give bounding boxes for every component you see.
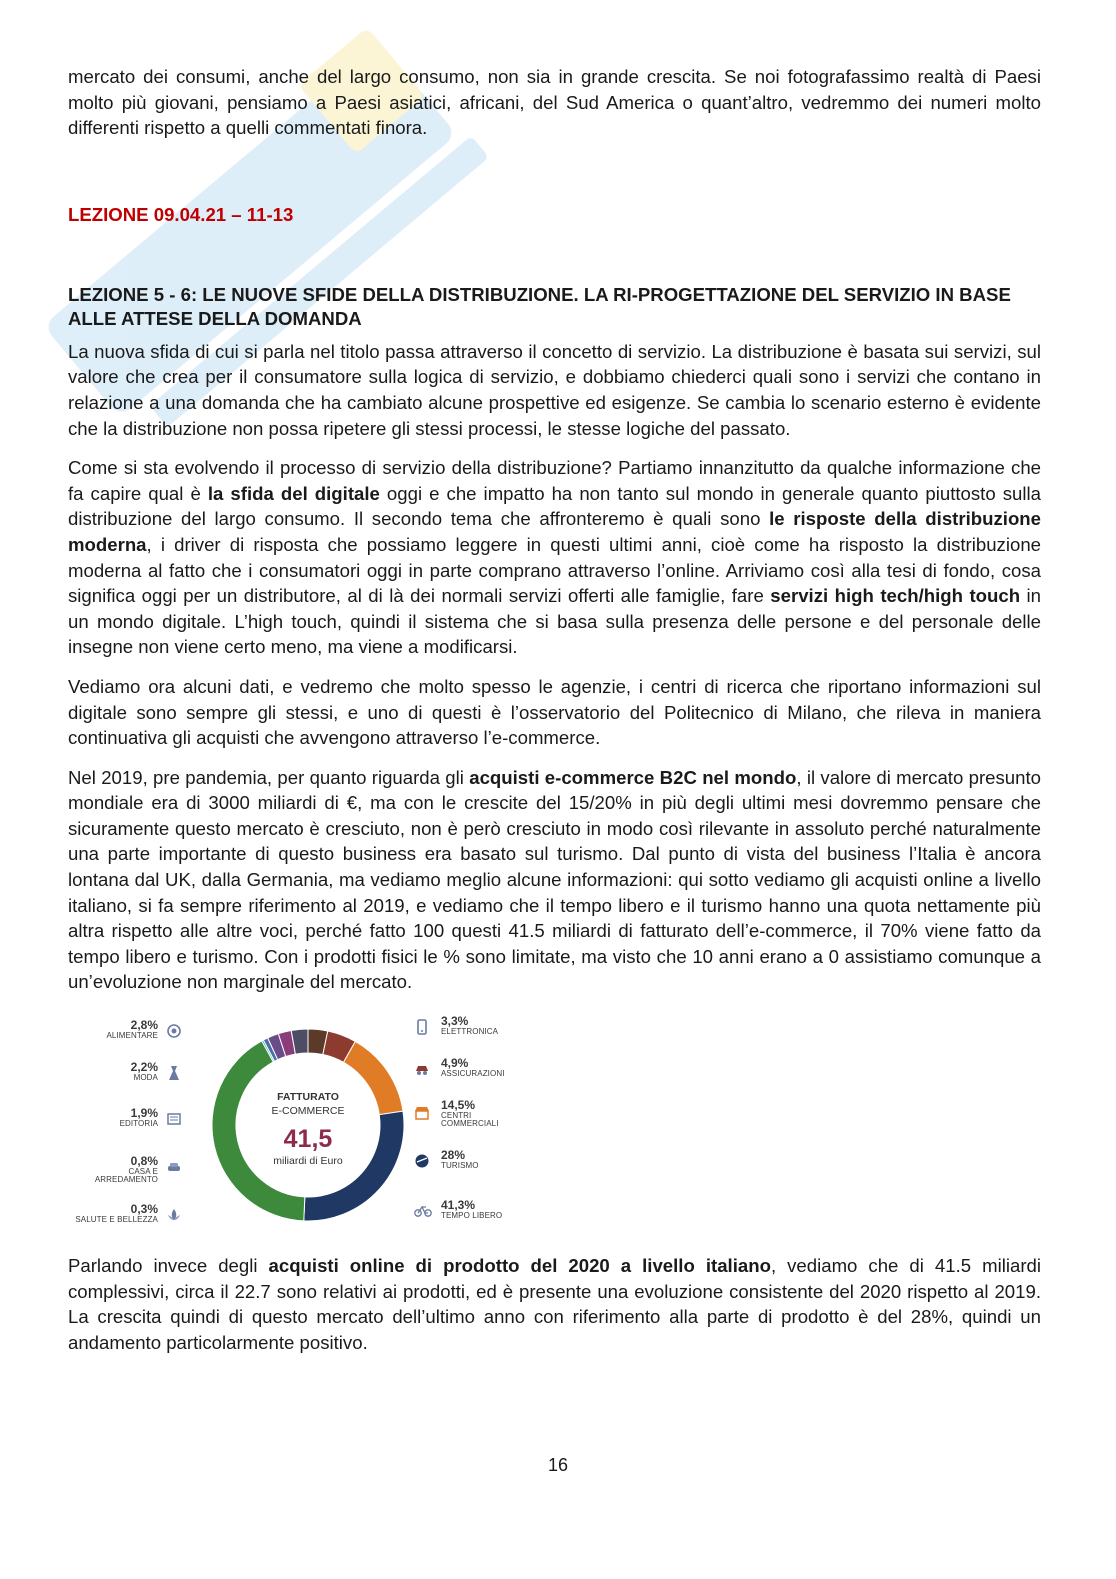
store-icon: [414, 1105, 430, 1121]
bicycle-icon: [414, 1203, 430, 1219]
newspaper-icon: [166, 1111, 182, 1127]
donut-center-value: 41,5: [283, 1125, 333, 1154]
dress-icon: [166, 1065, 182, 1081]
lesson-title-heading: LEZIONE 5 - 6: LE NUOVE SFIDE DELLA DISTRIBUZIONE. LA RI-PROGETTAZIONE DEL SERVIZIO IN BASE ALLE ATTESE DELLA DOMANDA: [68, 283, 1011, 329]
paragraph-2: Come si sta evolvendo il processo di servizio della distribuzione? Partiamo innanzitutto da qualche informazione che fa capire qual è la sfida del digitale oggi e che impatto ha non tanto sul mondo in generale quanto piuttosto sulla distribuzione del largo consumo. Il secondo tema che affronteremo è quali sono le risposte della distribuzione moderna, i driver di risposta che possiamo leggere in questi ultimi anni, cioè come ha risposto la distribuzione moderna al fatto che i consumatori oggi in parte comprano attraverso l’online. Arriviamo così alla tesi di fondo, cosa significa oggi per un distributore, al di là dei normali servizi offerti alle famiglie, fare servizi high tech/high touch in un mondo digitale. L’high touch, quindi il sistema che si basa sulla presenza delle persone e del personale delle insegne non viene certo meno, ma viene a modificarsi.: [68, 457, 1041, 658]
label-moda: 2,2% MODA: [130, 1060, 158, 1083]
lesson-date-heading: LEZIONE 09.04.21 – 11-13: [68, 203, 294, 225]
label-casa-arredamento: 0,8% CASA E ARREDAMENTO: [94, 1154, 158, 1185]
paragraph-1: La nuova sfida di cui si parla nel titolo passa attraverso il concetto di servizio. La distribuzione è basata sui servizi, sul valore che crea per il consumatore sulla logica di servizio, e dobbiamo chiederci quali sono i servizi che contano in relazione a una domanda che ha cambiato alcune prospettive ed esigenze. Se cambia lo scenario esterno è evidente che la distribuzione non possa ripetere gli stessi processi, le stesse logiche del passato.: [68, 340, 1041, 439]
label-elettronica: 3,3% ELETTRONICA: [441, 1014, 499, 1037]
label-alimentare: 2,8% ALIMENTARE: [106, 1018, 158, 1041]
paragraph-4: Nel 2019, pre pandemia, per quanto riguarda gli acquisti e-commerce B2C nel mondo, il valore di mercato presunto mondiale era di 3000 miliardi di €, ma con le crescite del 15/20% in più degli ultimi mesi dovremmo pensare che sicuramente questo mercato è cresciuto, non è però cresciuto in modo così rilevante in assoluto perché naturalmente una parte importante di questo business era basato sul turismo. Dal punto di vista del business l’Italia è ancora lontana dal UK, dalla Germania, ma vediamo meglio alcune informazioni: qui sotto vediamo gli acquisti online a livello italiano, si fa sempre riferimento al 2019, e vediamo che il tempo libero e il turismo hanno una quota nettamente più altra rispetto alle altre voci, perché fatto 100 questi 41.5 miliardi di fatturato dell’e-commerce, il 70% viene fatto da tempo libero e turismo. Con i prodotti fisici le % sono limitate, ma visto che 10 anni erano a 0 assistiamo comunque a un’evoluzione non marginale del mercato.: [68, 766, 1041, 993]
label-salute-bellezza: 0,3% SALUTE E BELLEZZA: [75, 1202, 158, 1225]
paragraph-5: Parlando invece degli acquisti online di prodotto del 2020 a livello italiano, vediamo che di 41.5 miliardi complessivi, circa il 22.7 sono relativi ai prodotti, ed è presente una evoluzione consistente del 2020 rispetto al 2019. La crescita quindi di questo mercato dell’ultimo anno con riferimento alla parte di prodotto è del 28%, quindi un andamento particolarmente positivo.: [68, 1255, 1041, 1353]
donut-center-line2: E-COMMERCE: [271, 1105, 345, 1118]
page-number: 16: [547, 1455, 569, 1475]
paragraph-intro: mercato dei consumi, anche del largo consumo, non sia in grande crescita. Se noi fotografassimo realtà di Paesi molto più giovani, pensiamo a Paesi asiatici, africani, del Sud America o quant’altro, vedremmo dei numeri molto differenti rispetto a quelli commentati finora.: [68, 66, 1041, 139]
paragraph-3: Vediamo ora alcuni dati, e vedremo che molto spesso le agenzie, i centri di ricerca che riportano informazioni sul digitale sono sempre gli stessi, e uno di questi è l’osservatorio del Politecnico di Milano, che rileva in maniera continuativa gli acquisti che avvengono attraverso l’e-commerce.: [68, 675, 1041, 749]
car-icon: [414, 1061, 430, 1077]
label-centri-commerciali: 14,5% CENTRI COMMERCIALI: [441, 1098, 499, 1129]
label-editoria: 1,9% EDITORIA: [119, 1106, 158, 1129]
label-assicurazioni: 4,9% ASSICURAZIONI: [441, 1056, 505, 1079]
donut-center-line1: FATTURATO: [277, 1091, 339, 1104]
food-icon: [166, 1023, 182, 1039]
lotus-icon: [166, 1207, 182, 1223]
ecommerce-donut-chart: [68, 1013, 528, 1235]
page-content: [68, 64, 1041, 1355]
phone-icon: [414, 1019, 430, 1035]
sofa-icon: [166, 1159, 182, 1175]
donut-center-unit: miliardi di Euro: [273, 1155, 343, 1168]
label-tempo-libero: 41,3% TEMPO LIBERO: [441, 1198, 503, 1221]
globe-plane-icon: [414, 1153, 430, 1169]
label-turismo: 28% TURISMO: [441, 1148, 479, 1171]
